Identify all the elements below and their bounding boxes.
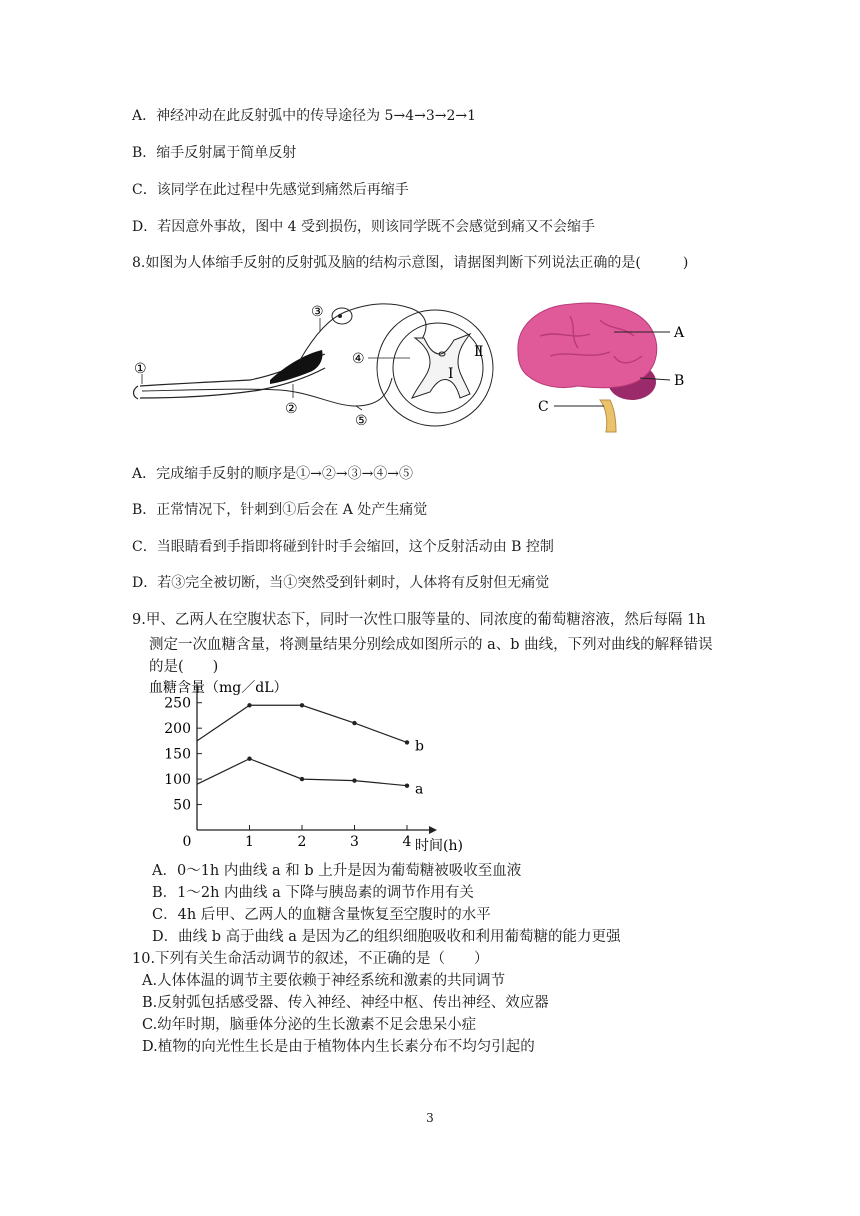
chart-series <box>197 703 424 798</box>
data-point-b <box>352 721 356 725</box>
q9-stem-line-1: 9.甲、乙两人在空腹状态下，同时一次性口服等量的、同浓度的葡萄糖溶液，然后每隔 1h <box>132 612 706 628</box>
q8-option-c: C．当眼睛看到手指即将碰到针时手会缩回，这个反射活动由 B 控制 <box>132 539 554 555</box>
grey-matter <box>412 334 470 398</box>
cerebrum <box>518 303 657 388</box>
label-5: ⑤ <box>355 413 368 429</box>
label-3: ③ <box>311 304 324 320</box>
y-tick-label: 150 <box>164 746 191 763</box>
label-C: C <box>538 399 549 415</box>
data-point-a <box>300 777 304 781</box>
label-roman-1: Ⅰ <box>448 366 454 382</box>
blood-glucose-chart <box>145 676 485 858</box>
data-point-a <box>352 778 356 782</box>
brain-figure <box>510 296 695 436</box>
q7-option-a: A．神经冲动在此反射弧中的传导途径为 5→4→3→2→1 <box>132 108 477 124</box>
page-number: 3 <box>426 1111 434 1125</box>
x-tick-label: 3 <box>350 834 359 850</box>
y-tick-label: 200 <box>164 721 191 738</box>
afferent-nerve <box>142 378 392 406</box>
x-tick-label: 4 <box>402 834 412 850</box>
q8-option-a: A．完成缩手反射的顺序是①→②→③→④→⑤ <box>132 466 414 482</box>
ganglion-cell <box>338 314 342 318</box>
x-axis-arrow <box>429 826 437 834</box>
data-point-b <box>300 703 304 707</box>
chart-ylabel: 血糖含量（mg／dL） <box>149 680 288 696</box>
label-A: A <box>674 325 685 341</box>
y-tick-label: 250 <box>164 695 191 712</box>
x-tick-label: 1 <box>245 834 254 850</box>
series-line-a <box>197 759 407 786</box>
q10-option-c: C.幼年时期，脑垂体分泌的生长激素不足会患呆小症 <box>142 1017 477 1033</box>
data-point-b <box>247 703 251 707</box>
q9-option-b: B．1～2h 内曲线 a 下降与胰岛素的调节作用有关 <box>152 885 474 901</box>
q7-option-d: D．若因意外事故，图中 4 受到损伤，则该同学既不会感觉到痛又不会缩手 <box>132 219 596 235</box>
q10-option-b: B.反射弧包括感受器、传入神经、神经中枢、传出神经、效应器 <box>142 995 549 1011</box>
brain-stem <box>600 400 616 432</box>
q9-option-a: A．0～1h 内曲线 a 和 b 上升是因为葡萄糖被吸收至血液 <box>152 863 522 879</box>
leader-5 <box>356 406 362 410</box>
label-B: B <box>674 373 685 389</box>
label-roman-2: Ⅱ <box>474 344 484 360</box>
reflex-arc-figure <box>130 298 510 438</box>
chart-ticks <box>164 696 411 850</box>
label-4: ④ <box>352 351 365 367</box>
q9-stem-line-2: 测定一次血糖含量，将测量结果分别绘成如图所示的 a、b 曲线，下列对曲线的解释错误 <box>149 637 713 653</box>
q7-option-b: B．缩手反射属于简单反射 <box>132 145 297 161</box>
data-point-a <box>247 757 251 761</box>
q8-stem: 8.如图为人体缩手反射的反射弧及脑的结构示意图，请据图判断下列说法正确的是( ) <box>132 255 689 271</box>
x-tick-label: 0 <box>182 834 192 850</box>
chart-axes <box>197 684 437 834</box>
q9-option-d: D．曲线 b 高于曲线 a 是因为乙的组织细胞吸收和利用葡萄糖的能力更强 <box>152 929 621 945</box>
label-2: ② <box>285 401 298 417</box>
q8-option-b: B．正常情况下，针刺到①后会在 A 处产生痛觉 <box>132 502 428 518</box>
hand-contour <box>134 386 139 399</box>
q9-option-c: C．4h 后甲、乙两人的血糖含量恢复至空腹时的水平 <box>152 907 491 923</box>
series-line-b <box>197 705 407 742</box>
label-1: ① <box>134 361 147 377</box>
data-point-a <box>405 784 409 788</box>
y-tick-label: 100 <box>164 772 191 789</box>
x-tick-label: 2 <box>297 834 307 850</box>
q7-option-c: C．该同学在此过程中先感觉到痛然后再缩手 <box>132 182 409 198</box>
q10-stem: 10.下列有关生命活动调节的叙述，不正确的是（ ） <box>132 951 489 967</box>
chart-xlabel: 时间(h) <box>415 838 463 854</box>
q8-option-d: D．若③完全被切断，当①突然受到针刺时，人体将有反射但无痛觉 <box>132 575 550 591</box>
q9-stem-line-3: 的是( ) <box>149 659 219 675</box>
series-label-b: b <box>415 738 424 755</box>
q10-option-a: A.人体体温的调节主要依赖于神经系统和激素的共同调节 <box>142 973 506 989</box>
muscle-effector <box>270 350 323 384</box>
q10-option-d: D.植物的向光性生长是由于植物体内生长素分布不均匀引起的 <box>142 1039 535 1055</box>
series-label-a: a <box>415 781 424 798</box>
y-tick-label: 50 <box>173 797 191 814</box>
data-point-b <box>405 740 409 744</box>
